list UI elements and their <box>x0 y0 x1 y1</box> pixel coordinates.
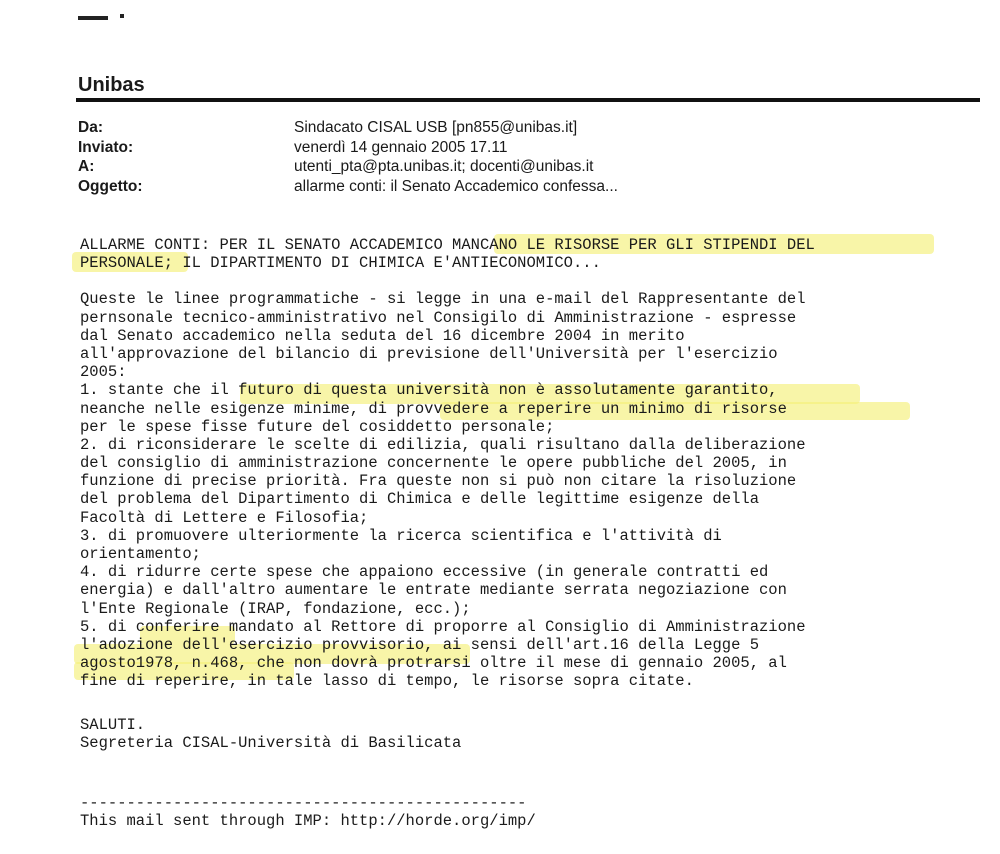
to-value: utenti_pta@pta.unibas.it; docenti@unibas.it <box>294 158 594 175</box>
headline-line: PERSONALE; IL DIPARTIMENTO DI CHIMICA E'ANTIECONOMICO... <box>80 254 601 273</box>
organization-title: Unibas <box>78 74 145 96</box>
subject-value: allarme conti: il Senato Accademico confessa... <box>294 177 618 195</box>
signature-greeting: SALUTI. <box>80 716 146 734</box>
body-line: energia) e dall'altro aumentare le entrate mediante serrata negoziazione con <box>80 581 787 600</box>
scan-mark <box>120 14 124 18</box>
header-rule <box>76 98 980 102</box>
body-line: 2. di riconsiderare le scelte di edilizia, quali risultano dalla deliberazione <box>80 435 806 454</box>
sent-value: venerdì 14 gennaio 2005 17.11 <box>294 138 508 156</box>
body-line: pernsonale tecnico-amministrativo nel Consigilo di Amministrazione - espresse <box>80 308 797 327</box>
email-footer <box>80 793 536 829</box>
body-line: per le spese fisse future del cosiddetto personale; <box>80 417 555 436</box>
email-body <box>80 236 960 691</box>
body-line: neanche nelle esigenze minime, di provvedere a reperire un minimo di risorse <box>80 399 787 418</box>
footer-text: This mail sent through IMP: http://horde.org/imp/ <box>80 812 536 831</box>
signature-sender: Segreteria CISAL-Università di Basilicata <box>80 734 462 753</box>
subject-label: Oggetto: <box>78 177 143 195</box>
email-header <box>78 118 618 196</box>
footer-separator: ------------------------------------------------ <box>80 794 527 812</box>
body-line: dal Senato accademico nella seduta del 16 dicembre 2004 in merito <box>80 326 685 345</box>
from-value: Sindacato CISAL USB [pn855@unibas.it] <box>294 119 578 136</box>
body-line: all'approvazione del bilancio di previsione dell'Università per l'esercizio <box>80 344 778 363</box>
body-line: l'adozione dell'esercizio provvisorio, ai sensi dell'art.16 della Legge 5 <box>80 635 760 654</box>
body-line: Queste le linee programmatiche - si legge in una e-mail del Rappresentante del <box>80 290 806 309</box>
to-label: A: <box>78 158 95 175</box>
body-line: orientamento; <box>80 545 201 563</box>
signature <box>80 716 461 752</box>
scan-mark <box>78 16 108 20</box>
to-row <box>78 157 618 177</box>
body-line: 3. di promuovere ulteriormente la ricerca scientifica e l'attività di <box>80 526 722 545</box>
from-label: Da: <box>78 119 103 136</box>
body-line: fine di reperire, in tale lasso di tempo, le risorse sopra citate. <box>80 672 694 691</box>
body-line: 5. di conferire mandato al Rettore di proporre al Consiglio di Amministrazione <box>80 617 806 636</box>
body-line: 1. stante che il futuro di questa università non è assolutamente garantito, <box>80 381 778 400</box>
sent-label: Inviato: <box>78 138 134 156</box>
body-line: agosto1978, n.468, che non dovrà protrarsi oltre il mese di gennaio 2005, al <box>80 654 787 673</box>
body-line: funzione di precise priorità. Fra queste non si può non citare la risoluzione <box>80 472 797 491</box>
body-line: 4. di ridurre certe spese che appaiono eccessive (in generale contratti ed <box>80 563 769 582</box>
subject-row <box>78 177 618 197</box>
sent-row <box>78 138 618 158</box>
body-line: del problema del Dipartimento di Chimica e delle legittime esigenze della <box>80 490 760 509</box>
body-line: Facoltà di Lettere e Filosofia; <box>80 508 369 527</box>
body-line: del consiglio di amministrazione concernente le opere pubbliche del 2005, in <box>80 454 787 473</box>
body-line: l'Ente Regionale (IRAP, fondazione, ecc.); <box>80 599 471 618</box>
headline-line: ALLARME CONTI: PER IL SENATO ACCADEMICO MANCANO LE RISORSE PER GLI STIPENDI DEL <box>80 236 815 254</box>
from-row <box>78 118 618 138</box>
body-line: 2005: <box>80 363 127 382</box>
